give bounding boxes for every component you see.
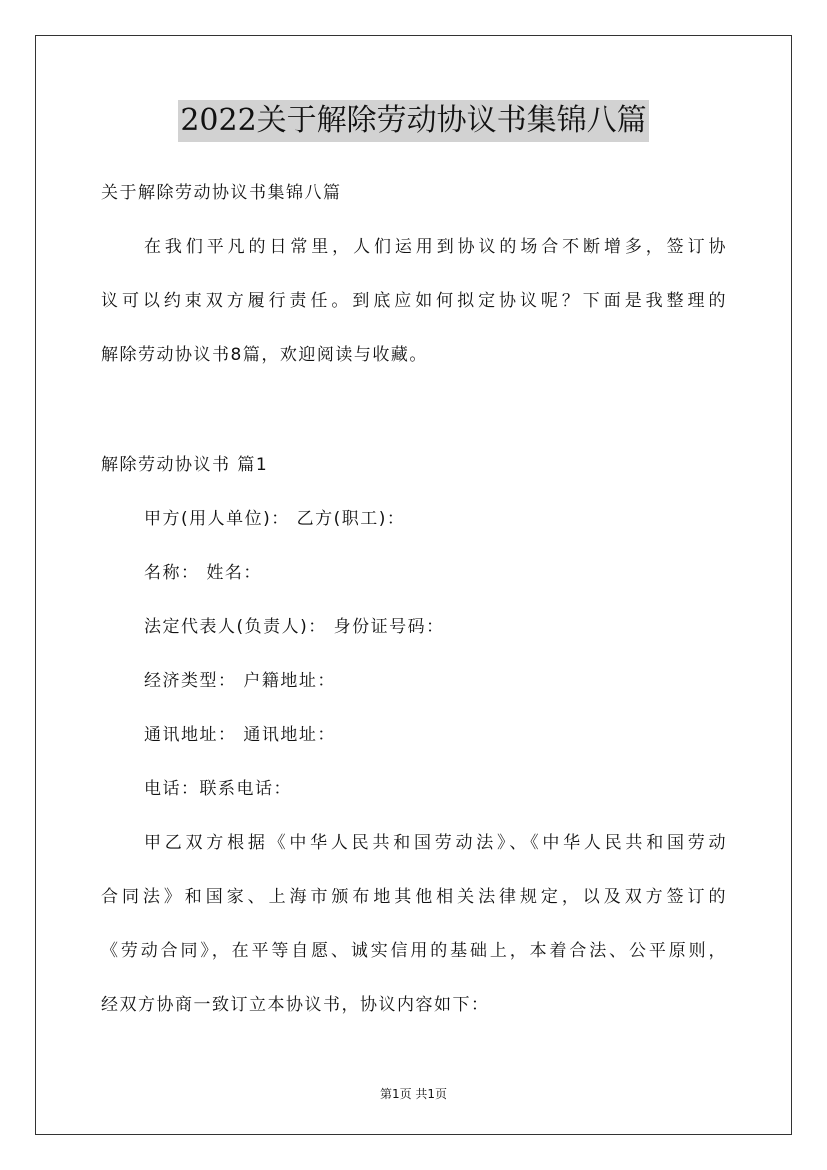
document-title: 2022关于解除劳动协议书集锦八篇 [178, 100, 648, 142]
body-line-1: 甲乙双方根据《中华人民共和国劳动法》、《中华人民共和国劳动 [144, 833, 727, 853]
intro-line-3: 解除劳动协议书8篇，欢迎阅读与收藏。 [101, 345, 428, 365]
section-heading: 解除劳动协议书 篇1 [101, 455, 269, 475]
document-title-wrapper [0, 100, 827, 142]
page-footer [0, 1085, 827, 1102]
field-party-names: 甲方(用人单位)： 乙方(职工)： [144, 509, 406, 529]
field-address: 通讯地址： 通讯地址： [144, 725, 336, 745]
body-line-3: 《劳动合同》，在平等自愿、诚实信用的基础上，本着合法、公平原则， [101, 941, 727, 961]
page-number-label: 第1页 共1页 [379, 1087, 448, 1101]
field-phone: 电话：联系电话： [144, 779, 292, 799]
document-body [101, 176, 727, 1042]
document-subtitle: 关于解除劳动协议书集锦八篇 [101, 183, 342, 203]
paragraph-gap [101, 392, 727, 448]
field-economic-type: 经济类型： 户籍地址： [144, 671, 336, 691]
body-line-4: 经双方协商一致订立本协议书，协议内容如下： [101, 995, 490, 1015]
field-name: 名称： 姓名： [144, 563, 262, 583]
intro-line-2: 议可以约束双方履行责任。到底应如何拟定协议呢？下面是我整理的 [101, 291, 727, 311]
intro-line-1: 在我们平凡的日常里，人们运用到协议的场合不断增多，签订协 [144, 237, 727, 257]
body-line-2: 合同法》和国家、上海市颁布地其他相关法律规定，以及双方签订的 [101, 887, 727, 907]
field-legal-rep: 法定代表人(负责人)： 身份证号码： [144, 617, 445, 637]
